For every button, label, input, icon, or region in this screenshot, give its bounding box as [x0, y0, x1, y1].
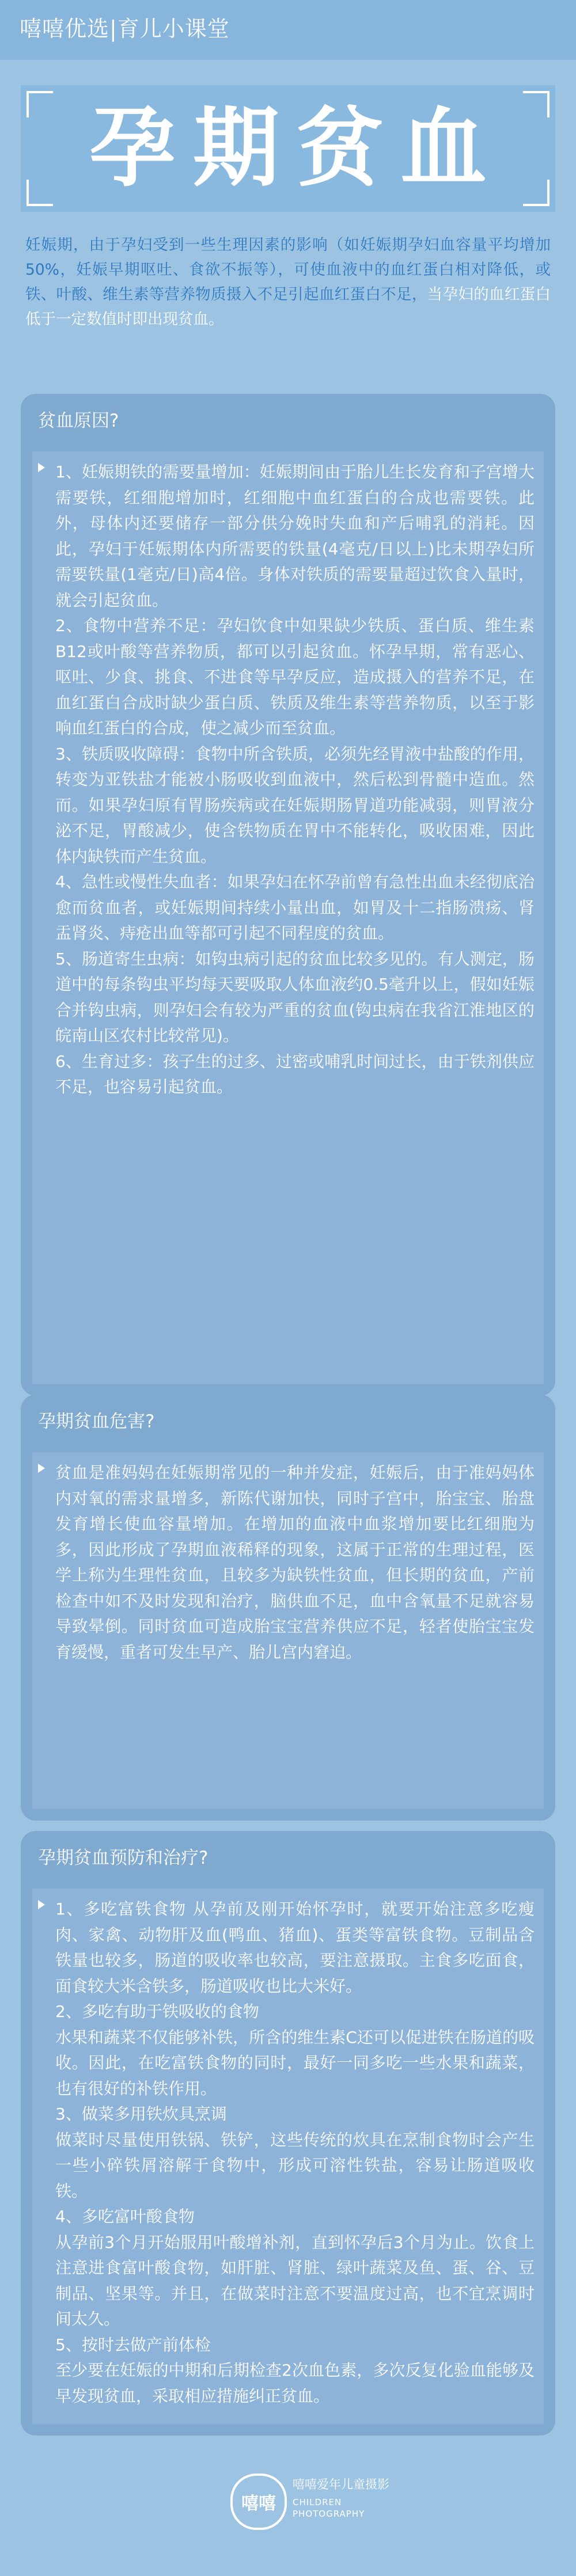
- paragraph: 2、食物中营养不足：孕妇饮食中如果缺少铁质、蛋白质、维生素B12或叶酸等营养物质，都可以引起贫血。怀孕早期，常有恶心、呕吐、少食、挑食、不进食等早孕反应，造成摄入的营养不足，在血红蛋白合成时缺少蛋白质、铁质及维生素等营养物质，以至于影响血红蛋白的合成，使之减少而至贫血。: [55, 616, 535, 738]
- paragraph: 4、急性或慢性失血者：如果孕妇在怀孕前曾有急性出血未经彻底治愈而贫血者，或妊娠期间持续小量出血，如胃及十二指肠溃疡、肾盂肾炎、痔疮出血等都可引起不同程度的贫血。: [55, 872, 535, 943]
- paragraph: 3、铁质吸收障碍：食物中所含铁质，必须先经胃液中盐酸的作用，转变为亚铁盐才能被小肠吸收到血液中，然后松到骨髓中造血。然而。如果孕妇原有胃肠疾病或在妊娠期肠胃道功能减弱，则胃液分泌不足，胃酸减少，使含铁物质在胃中不能转化，吸收困难，因此体内缺铁而产生贫血。: [55, 744, 535, 866]
- section-content: [32, 1889, 544, 2424]
- paragraph: 6、生育过多：孩子生的过多、过密或哺乳时间过长，由于铁剂供应不足，也容易引起贫血。: [55, 1051, 535, 1096]
- paragraph: 5、按时去做产前体检: [55, 2335, 211, 2354]
- page-title: 孕期贫血: [89, 98, 504, 199]
- footer-english-line: CHILDREN: [293, 2497, 342, 2507]
- section-card-harm: [21, 1395, 555, 1821]
- section-content: [32, 1452, 544, 1809]
- triangle-bullet-icon: [38, 463, 45, 472]
- section-title: 孕期贫血危害?: [38, 1411, 155, 1432]
- paragraph: 5、肠道寄生虫病：如钩虫病引起的贫血比较多见的。有人测定，肠道中的每条钩虫平均每天要吸取人体血液约0.5毫升以上，假如妊娠合并钩虫病，则孕妇会有较为严重的贫血(钩虫病在我省江淮地区的皖南山区农村比较常见)。: [55, 949, 535, 1045]
- triangle-bullet-icon: [38, 1464, 45, 1473]
- paragraph: 3、做菜多用铁炊具烹调: [55, 2104, 227, 2123]
- section-title: 孕期贫血预防和治疗?: [38, 1848, 209, 1868]
- triangle-bullet-icon: [38, 1900, 45, 1909]
- logo-text: 嘻嘻: [241, 2494, 276, 2514]
- footer-brand-english: [293, 2497, 365, 2520]
- section-card-causes: [21, 394, 555, 1396]
- footer-brand-name: 嘻嘻爱年儿童摄影: [293, 2478, 389, 2491]
- top-banner: [0, 0, 576, 60]
- section-title: 贫血原因?: [38, 411, 119, 431]
- brand-logo: [230, 2474, 287, 2530]
- section-content: [32, 451, 544, 1384]
- paragraph: 做菜时尽量使用铁锅、铁铲，这些传统的炊具在烹制食物时会产生一些小碎铁屑溶解于食物中，形成可溶性铁盐，容易让肠道吸收铁。: [55, 2130, 535, 2201]
- section-card-prevention: [21, 1831, 555, 2436]
- paragraph: 水果和蔬菜不仅能够补铁，所含的维生素C还可以促进铁在肠道的吸收。因此，在吃富铁食物的同时，最好一同多吃一些水果和蔬菜，也有很好的补铁作用。: [55, 2027, 535, 2098]
- paragraph: 1、妊娠期铁的需要量增加：妊娠期间由于胎儿生长发育和子宫增大需要铁，红细胞增加时，红细胞中血红蛋白的合成也需要铁。此外，母体内还要储存一部分供分娩时失血和产后哺乳的消耗。因此，孕妇于妊娠期体内所需要的铁量(4毫克/日以上)比未期孕妇所需要铁量(1毫克/日)高4倍。身体对铁质的需要量超过饮食入量时，就会引起贫血。: [55, 462, 535, 610]
- hero-banner: [21, 85, 555, 212]
- paragraph: 2、多吃有助于铁吸收的食物: [55, 2002, 259, 2021]
- paragraph: 至少要在妊娠的中期和后期检查2次血色素，多次反复化验血能够及早发现贫血，采取相应措施纠正贫血。: [55, 2361, 535, 2406]
- footer-english-line: PHOTOGRAPHY: [293, 2509, 365, 2519]
- paragraph: 从孕前3个月开始服用叶酸增补剂，直到怀孕后3个月为止。饮食上注意进食富叶酸食物，如肝脏、肾脏、绿叶蔬菜及鱼、蛋、谷、豆制品、坚果等。并且，在做菜时注意不要温度过高，也不宜烹调时间太久。: [55, 2232, 535, 2328]
- paragraph: 1、多吃富铁食物 从孕前及刚开始怀孕时，就要开始注意多吃瘦肉、家禽、动物肝及血(鸭血、猪血)、蛋类等富铁食物。豆制品含铁量也较多，肠道的吸收率也较高，要注意摄取。主食多吃面食，面食较大米含铁多，肠道吸收也比大米好。: [55, 1899, 535, 1996]
- paragraph: 贫血是准妈妈在妊娠期常见的一种并发症，妊娠后，由于准妈妈体内对氧的需求量增多，新陈代谢加快，同时子宫中，胎宝宝、胎盘发育增长使血容量增加。在增加的血液中血浆增加要比红细胞为多，因此形成了孕期血液稀释的现象，这属于正常的生理过程，医学上称为生理性贫血，且较多为缺铁性贫血，但长期的贫血，产前检查中如不及时发现和治疗，脑供血不足，血中含氧量不足就容易导致晕倒。同时贫血可造成胎宝宝营养供应不足，轻者使胎宝宝发育缓慢，重者可发生早产、胎儿宫内窘迫。: [55, 1463, 535, 1662]
- paragraph: 4、多吃富叶酸食物: [55, 2207, 195, 2226]
- brand-text: 嘻嘻优选|育儿小课堂: [20, 16, 230, 41]
- intro-text: 妊娠期，由于孕妇受到一些生理因素的影响（如妊娠期孕妇血容量平均增加50%，妊娠早期呕吐、食欲不振等），可使血液中的血红蛋白相对降低，或铁、叶酸、维生素等营养物质摄入不足引起血红蛋白不足，: [25, 236, 551, 303]
- intro-highlight: 当孕妇的血红蛋白低于一定数值时即出现贫血。: [25, 286, 551, 328]
- intro-paragraph: [25, 233, 551, 332]
